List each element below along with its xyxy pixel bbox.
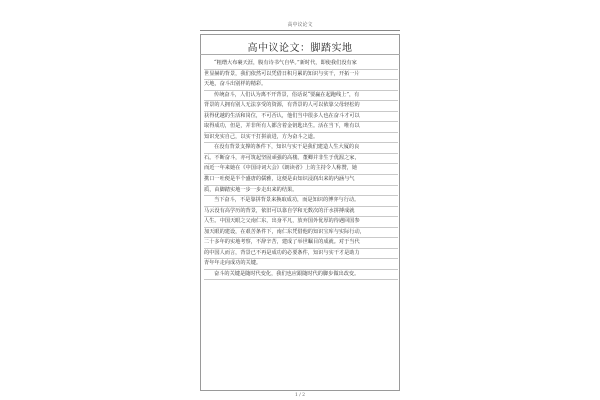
text-line: 青年年走向成功的关键。	[204, 259, 398, 270]
text-line: 天地，奋斗出别样的精彩。	[204, 80, 398, 91]
header-divider	[200, 30, 400, 31]
text-line: 取得成功，但是，并非所有人都含着金钥匙出生。活在当下，唯有以	[204, 122, 398, 133]
page-number: 1 / 2	[294, 393, 306, 398]
text-line: 获得优越的生活和岗位，不可否认，他们当中很多人也在奋斗才可以	[204, 112, 398, 123]
text-line: 背景的人拥有别人无法享受的资源，有背景的人可以依靠父母轻松的	[204, 101, 398, 112]
page-header: 高中议论文	[287, 22, 313, 28]
text-line: “粗缯大布裹天涯，腹有诗书气自华。”新时代，即使我们没有家	[204, 59, 398, 70]
text-line: 传统奋斗，人们认为离不开背景，俗话说“要赢在起跑线上”，有	[204, 91, 398, 102]
text-line: 二十多年的实地考察，不辞辛苦，建成了举世瞩目的成就。对于当代	[204, 238, 398, 249]
text-line: 当下奋斗，不是靠拼背景来换取成功，而是知识的博弈与行动。	[204, 196, 398, 207]
text-line: 世显赫的背景，我们依然可以凭借日积月累的知识与实干，开拓一片	[204, 70, 398, 81]
text-line: 人生。中国天眼之父南仁东，出身平凡，放弃国外优厚的待遇回国参	[204, 217, 398, 228]
article-title: 高中议论文：脚踏实地	[247, 43, 353, 54]
text-line: 在没有背景支撑的条件下，知识与实干是我们建造人生大厦的良	[204, 143, 398, 154]
text-line: 质，由脚踏实地一步一步走出来的结果。	[204, 186, 398, 197]
title-divider	[200, 54, 400, 55]
text-line: 知识充实自己，以实干打拼前进，方为奋斗之道。	[204, 133, 398, 144]
text-line: 而近一年来她在《中国诗词大会》《朗读者》上的主持令人称赞，她	[204, 164, 398, 175]
article-body	[204, 59, 398, 280]
text-line: 携口一吐便是半个盛唐的儒雅，这便是由知识浸润出来的内涵与气	[204, 175, 398, 186]
text-line: 奋斗的关键是随时代变化，我们也应跟随时代的脚步做出改变。	[204, 270, 398, 281]
text-line: 加天眼的建设，在艰苦条件下，南仁东凭借他的知识宝库与实际行动，	[204, 228, 398, 239]
text-line: 马云没有高学历的背景，依旧可以靠自学和无数次的汗水拼搏成就	[204, 207, 398, 218]
text-line: 石。不断奋斗，亦可筑起坚固顽强的高楼。董卿并非生于优渥之家，	[204, 154, 398, 165]
text-line: 的中国人而言，背景已不再是成功的必要条件，知识与实干才是助力	[204, 249, 398, 260]
